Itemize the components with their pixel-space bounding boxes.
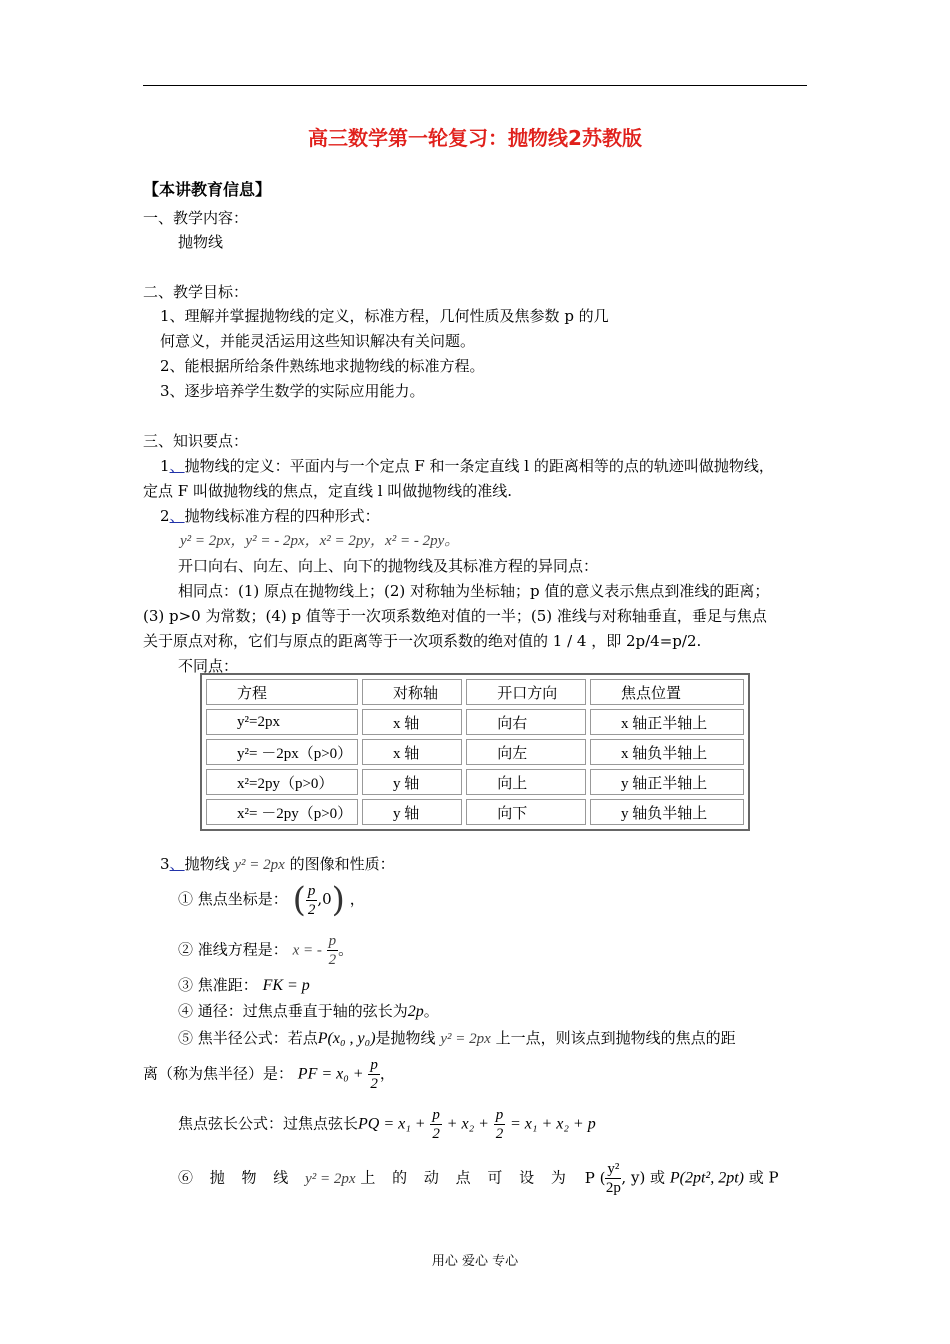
table-row <box>206 769 744 795</box>
point-2-line2: 开口向右、向左、向上、向下的抛物线及其标准方程的异同点： <box>178 557 599 575</box>
table-row <box>206 739 744 765</box>
same-line-1: 相同点：(1) 原点在抛物线上；(2) 对称轴为坐标轴；p 值的意义表示焦点到准线的距离； <box>178 582 770 600</box>
goal-3: 3、逐步培养学生数学的实际应用能力。 <box>160 382 425 400</box>
table-cell: x 轴 <box>362 709 462 735</box>
table-header-row <box>206 679 744 705</box>
point-2-text: 抛物线标准方程的四种形式： <box>184 507 380 525</box>
content-heading: 一、教学内容： <box>143 209 249 227</box>
content-body: 抛物线 <box>178 233 224 251</box>
prop-6-y: , y <box>621 1168 640 1187</box>
prop-6 <box>178 1160 779 1197</box>
table-header-cell: 对称轴 <box>362 679 462 705</box>
fraction-numerator: p <box>495 1107 504 1123</box>
table-cell: x²=2py（p>0） <box>206 769 358 795</box>
fraction-denominator: 2 <box>495 1126 504 1142</box>
goal-1a: 1、理解并掌握抛物线的定义，标准方程，几何性质及焦参数 p 的几 <box>160 307 609 325</box>
fraction-numerator: p <box>432 1107 440 1123</box>
diff-label: 不同点： <box>178 657 239 675</box>
chord-formula <box>178 1106 596 1143</box>
prop-5-comma: ， <box>379 1064 395 1083</box>
prop-3-label: ③ 焦准距： <box>178 976 258 994</box>
prop-6-fraction <box>605 1160 621 1197</box>
point-2-formula: y² = 2px，y² = - 2px，x² = 2py，x² = - 2py。 <box>180 533 460 549</box>
prop-1-label: ① 焦点坐标是： <box>178 890 288 908</box>
header-rule <box>143 85 807 86</box>
point-3-formula: y² = 2px <box>234 857 285 873</box>
chord-mid: + x₂ + <box>446 1115 489 1133</box>
prop-2-lhs: x = - <box>292 942 322 959</box>
same-line-3: 关于原点对称，它们与原点的距离等于一次项系数的绝对值的 1 / 4 ，即 2p/4=p/2. <box>143 632 702 650</box>
point-3-num: 3 <box>160 855 170 873</box>
prop-5-line2-text: 离（称为焦半径）是： <box>143 1064 294 1083</box>
table-header-cell: 开口方向 <box>466 679 586 705</box>
point-2-mark: 、 <box>169 507 185 525</box>
prop-5-label: ⑤ 焦半径公式：若点 <box>178 1029 318 1047</box>
page-footer: 用心 爱心 专心 <box>431 1254 519 1269</box>
point-1-line2: 定点 F 叫做抛物线的焦点，定直线 l 叫做抛物线的准线. <box>143 482 513 500</box>
prop-2-fraction <box>327 932 339 969</box>
same-line-2: (3) p>0 为常数；(4) p 值等于一次项系数绝对值的一半；(5) 准线与对称轴垂直，垂足与焦点 <box>143 607 767 625</box>
point-2 <box>160 505 380 526</box>
table-header-cell: 方程 <box>206 679 358 705</box>
close-paren-icon: ) <box>331 880 345 920</box>
fraction-numerator: p <box>370 1057 378 1073</box>
goals-heading: 二、教学目标： <box>143 283 249 301</box>
table-cell: y²=2px <box>206 709 358 735</box>
prop-1-fraction <box>306 882 318 919</box>
table-cell: 向左 <box>466 739 586 765</box>
prop-5-line2 <box>143 1056 395 1093</box>
point-3-mark: 、 <box>169 855 185 873</box>
prop-6-or1: ) 或 <box>639 1168 666 1187</box>
prop-4-formula: 2p <box>407 1003 424 1020</box>
prop-5-point: P(x₀ , y₀) <box>317 1030 376 1047</box>
prop-3 <box>178 974 310 995</box>
prop-2-end: 。 <box>338 940 354 959</box>
table-cell: x 轴负半轴上 <box>590 739 744 765</box>
prop-5-end: 上一点，则该点到抛物线的焦点的距 <box>495 1029 736 1047</box>
prop-6-formula-2: P(2pt², 2pt) <box>669 1169 744 1187</box>
fraction-denominator: 2 <box>307 901 316 918</box>
prop-2 <box>178 932 353 969</box>
table-header-cell: 焦点位置 <box>590 679 744 705</box>
fraction-numerator: p <box>328 933 337 949</box>
prop-6-p: P ( <box>584 1168 606 1187</box>
table-cell: y 轴正半轴上 <box>590 769 744 795</box>
prop-6-or2: 或 P <box>748 1168 779 1187</box>
goal-2: 2、能根据所给条件熟练地求抛物线的标准方程。 <box>160 357 485 375</box>
table-cell: x²= －2py（p>0） <box>206 799 358 825</box>
fraction-numerator: y² <box>607 1161 620 1177</box>
chord-fraction-1 <box>430 1106 442 1143</box>
prop-1 <box>178 880 365 920</box>
fraction-denominator: 2 <box>432 1126 440 1142</box>
prop-5 <box>178 1027 736 1048</box>
point-2-num: 2 <box>160 507 170 525</box>
prop-5-curve: y² = 2px <box>440 1031 491 1047</box>
fraction-denominator: 2p <box>605 1180 621 1196</box>
section-header: 【本讲教育信息】 <box>143 180 272 199</box>
table-cell: y 轴 <box>362 799 462 825</box>
table-row <box>206 709 744 735</box>
chord-fraction-2 <box>494 1106 506 1143</box>
open-paren-icon: ( <box>292 880 306 920</box>
fraction-numerator: p <box>307 882 316 899</box>
chord-label: 焦点弦长公式：过焦点弦长 <box>178 1114 359 1133</box>
table-cell: 向右 <box>466 709 586 735</box>
prop-4 <box>178 1000 439 1021</box>
prop-4-end: 。 <box>423 1002 439 1020</box>
prop-5-mid: 是抛物线 <box>375 1029 436 1047</box>
prop-3-formula: FK = p <box>262 977 310 994</box>
prop-6-curve: y² = 2px <box>305 1170 356 1187</box>
prop-2-label: ② 准线方程是： <box>178 940 288 959</box>
prop-6-label: ⑥ 抛 物 线 <box>178 1168 295 1187</box>
prop-1-end: ， <box>349 890 365 908</box>
table-cell: y²= －2px（p>0） <box>206 739 358 765</box>
table-cell: y 轴负半轴上 <box>590 799 744 825</box>
chord-end: = x₁ + x₂ + p <box>510 1115 596 1133</box>
page-title: 高三数学第一轮复习：抛物线2苏教版 <box>308 126 642 150</box>
table-row <box>206 799 744 825</box>
prop-1-rest: ,0 <box>317 890 332 908</box>
point-1-text: 抛物线的定义：平面内与一个定点 F 和一条定直线 l 的距离相等的点的轨迹叫做抛物线， <box>184 457 774 475</box>
prop-5-pf: PF = x₀ + <box>297 1065 364 1083</box>
table-cell: 向上 <box>466 769 586 795</box>
prop-4-label: ④ 通径：过焦点垂直于轴的弦长为 <box>178 1002 408 1020</box>
point-3-post: 的图像和性质： <box>289 855 395 873</box>
prop-5-fraction <box>368 1056 380 1093</box>
fraction-denominator: 2 <box>328 952 337 968</box>
prop-6-text: 上 的 动 点 可 设 为 <box>360 1168 572 1187</box>
point-1-num: 1 <box>160 457 170 475</box>
table-cell: x 轴正半轴上 <box>590 709 744 735</box>
fraction-denominator: 2 <box>370 1076 378 1092</box>
point-3 <box>160 853 395 874</box>
table-cell: y 轴 <box>362 769 462 795</box>
chord-pq: PQ = x₁ + <box>358 1115 426 1133</box>
points-heading: 三、知识要点： <box>143 432 249 450</box>
comparison-table <box>200 673 750 831</box>
table-cell: x 轴 <box>362 739 462 765</box>
point-3-pre: 抛物线 <box>184 855 230 873</box>
point-1 <box>160 455 774 476</box>
table-cell: 向下 <box>466 799 586 825</box>
goal-1b: 何意义，并能灵活运用这些知识解决有关问题。 <box>160 332 476 350</box>
point-1-mark: 、 <box>169 457 185 475</box>
